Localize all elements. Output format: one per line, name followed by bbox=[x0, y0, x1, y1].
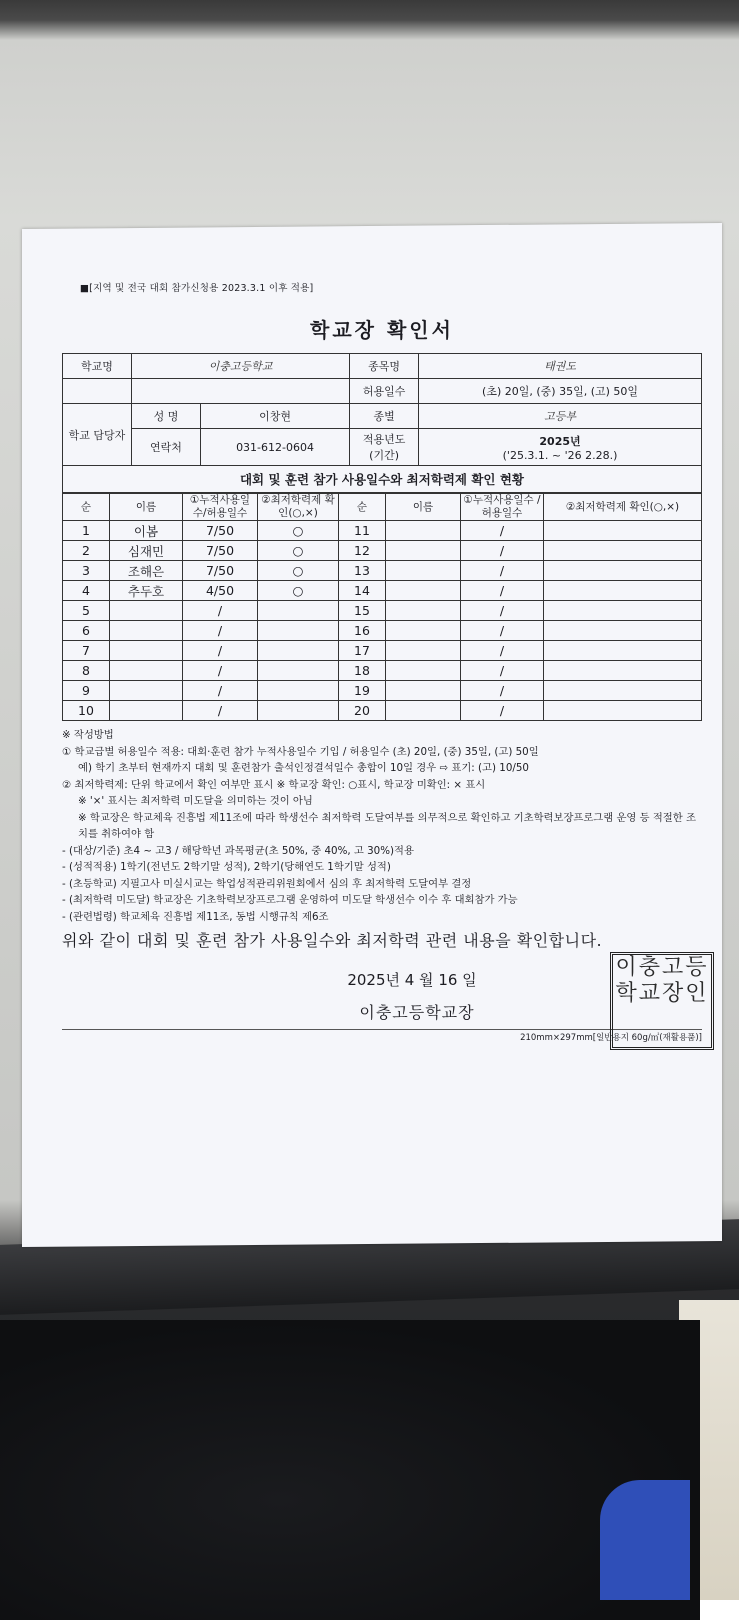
info-table bbox=[62, 353, 702, 466]
table-row bbox=[63, 661, 702, 681]
cell-no: 8 bbox=[63, 661, 110, 681]
signer: 이충고등학교장 bbox=[359, 1003, 475, 1022]
cell-no: 6 bbox=[63, 621, 110, 641]
cell-days2: / bbox=[461, 561, 544, 581]
allowed-value: (초) 20일, (중) 35일, (고) 50일 bbox=[419, 379, 702, 404]
cell-name bbox=[110, 621, 183, 641]
table-row bbox=[63, 641, 702, 661]
year-period: ('25.3.1. ~ '26 2.28.) bbox=[502, 448, 618, 462]
document bbox=[62, 280, 709, 1043]
participant-table bbox=[62, 493, 702, 721]
cell-days2: / bbox=[461, 661, 544, 681]
cell-days2: / bbox=[461, 621, 544, 641]
cell-check bbox=[258, 701, 339, 721]
cell-check: ○ bbox=[258, 541, 339, 561]
cell-name bbox=[110, 681, 183, 701]
cell-check2 bbox=[544, 601, 702, 621]
cell-check2 bbox=[544, 681, 702, 701]
cell-no2: 17 bbox=[339, 641, 386, 661]
table-row bbox=[63, 561, 702, 581]
note-1b: 예) 학기 초부터 현재까지 대회 및 훈련참가 출석인정결석일수 총합이 10일 경우 ⇨ 표기: (고) 10/50 bbox=[78, 762, 529, 774]
section-title: 대회 및 훈련 참가 사용일수와 최저학력제 확인 현황 bbox=[62, 466, 702, 493]
cell-no2: 15 bbox=[339, 601, 386, 621]
cell-check bbox=[258, 621, 339, 641]
table-row bbox=[63, 541, 702, 561]
cell-check: ○ bbox=[258, 521, 339, 541]
cell-name: 추두호 bbox=[110, 581, 183, 601]
cell-no2: 13 bbox=[339, 561, 386, 581]
header-days: ①누적사용일수/허용일수 bbox=[183, 494, 258, 521]
cell-name bbox=[110, 661, 183, 681]
cell-name2 bbox=[386, 541, 461, 561]
cell-name2 bbox=[386, 701, 461, 721]
sport-label: 종목명 bbox=[350, 354, 419, 379]
footer-rule bbox=[62, 1029, 702, 1030]
cell-days2: / bbox=[461, 701, 544, 721]
cell-days2: / bbox=[461, 641, 544, 661]
header-no: 순 bbox=[63, 494, 110, 521]
note-1: ① 학교급별 허용일수 적용: 대회·훈련 참가 누적사용일수 기입 / 허용일수 (초) 20일, (중) 35일, (고) 50일 bbox=[62, 745, 539, 758]
header-name2: 이름 bbox=[386, 494, 461, 521]
cell-days2: / bbox=[461, 601, 544, 621]
cell-no: 7 bbox=[63, 641, 110, 661]
note-2: ② 최저학력제: 단위 학교에서 확인 여부만 표시 ※ 학교장 확인: ○표시, 학교장 미확인: × 표시 bbox=[62, 778, 486, 791]
cell-no2: 14 bbox=[339, 581, 386, 601]
cell-no: 3 bbox=[63, 561, 110, 581]
cell-check bbox=[258, 681, 339, 701]
cell-check2 bbox=[544, 521, 702, 541]
cell-no2: 19 bbox=[339, 681, 386, 701]
cell-name2 bbox=[386, 581, 461, 601]
cell-days: / bbox=[183, 661, 258, 681]
manager-label: 학교 담당자 bbox=[63, 404, 132, 466]
cell-check bbox=[258, 641, 339, 661]
cell-no2: 18 bbox=[339, 661, 386, 681]
header-check: ②최저학력제 확인(○,×) bbox=[258, 494, 339, 521]
type-value: 고등부 bbox=[419, 404, 702, 429]
table-row bbox=[63, 701, 702, 721]
cell-days: 7/50 bbox=[183, 561, 258, 581]
table-row bbox=[63, 521, 702, 541]
cell-no: 9 bbox=[63, 681, 110, 701]
note-7: - (초등학교) 지필고사 미실시교는 학업성적관리위원회에서 심의 후 최저학력 도달여부 결정 bbox=[62, 877, 472, 890]
dark-cloth bbox=[0, 1320, 700, 1620]
cell-days: 4/50 bbox=[183, 581, 258, 601]
table-row bbox=[63, 681, 702, 701]
cell-check bbox=[258, 601, 339, 621]
school-label-cont bbox=[63, 379, 132, 404]
table-row bbox=[63, 601, 702, 621]
school-value: 이충고등학교 bbox=[132, 354, 350, 379]
table-row bbox=[63, 581, 702, 601]
cell-name2 bbox=[386, 661, 461, 681]
year-label: 적용년도 (기간) bbox=[350, 429, 419, 466]
note-6: - (성적적용) 1학기(전년도 2학기말 성적), 2학기(당해연도 1학기말 성적) bbox=[62, 861, 391, 873]
cell-name2 bbox=[386, 641, 461, 661]
cell-name: 조해은 bbox=[110, 561, 183, 581]
cell-check2 bbox=[544, 641, 702, 661]
cell-no: 10 bbox=[63, 701, 110, 721]
sport-value: 태권도 bbox=[419, 354, 702, 379]
cell-no2: 12 bbox=[339, 541, 386, 561]
cell-days2: / bbox=[461, 681, 544, 701]
cell-days2: / bbox=[461, 541, 544, 561]
header-name: 이름 bbox=[110, 494, 183, 521]
school-label: 학교명 bbox=[63, 354, 132, 379]
contact-label: 연락처 bbox=[132, 429, 201, 466]
cell-name bbox=[110, 701, 183, 721]
cell-days2: / bbox=[461, 581, 544, 601]
cell-check: ○ bbox=[258, 581, 339, 601]
cell-name2 bbox=[386, 521, 461, 541]
cell-check2 bbox=[544, 561, 702, 581]
cell-check2 bbox=[544, 581, 702, 601]
cell-days: / bbox=[183, 601, 258, 621]
cell-days: / bbox=[183, 701, 258, 721]
header-check2: ②최저학력제 확인(○,×) bbox=[544, 494, 702, 521]
cell-no: 2 bbox=[63, 541, 110, 561]
note-3: ※ '×' 표시는 최저학력 미도달을 의미하는 것이 아님 bbox=[78, 795, 313, 807]
table-row bbox=[63, 621, 702, 641]
cell-days2: / bbox=[461, 521, 544, 541]
cell-name: 이봄 bbox=[110, 521, 183, 541]
header-note: ■[지역 및 전국 대회 참가신청용 2023.3.1 이후 적용] bbox=[80, 283, 314, 294]
cell-name: 심재민 bbox=[110, 541, 183, 561]
footer-note: 210mm×297mm[일반용지 60g/㎡(재활용품)] bbox=[520, 1033, 702, 1043]
cell-check2 bbox=[544, 661, 702, 681]
notes-heading: ※ 작성방법 bbox=[62, 729, 114, 741]
cell-no: 5 bbox=[63, 601, 110, 621]
cell-no2: 16 bbox=[339, 621, 386, 641]
note-4: ※ 학교장은 학교체육 진흥법 제11조에 따라 학생선수 최저학력 도달여부를 의무적으로 확인하고 기초학력보장프로그램 운영 등 적절한 조치를 취하여야 함 bbox=[78, 811, 696, 840]
cell-no2: 20 bbox=[339, 701, 386, 721]
cell-name2 bbox=[386, 601, 461, 621]
name-label: 성 명 bbox=[132, 404, 201, 429]
cell-days: 7/50 bbox=[183, 521, 258, 541]
type-label: 종별 bbox=[350, 404, 419, 429]
confirm-text: 위와 같이 대회 및 훈련 참가 사용일수와 최저학력 관련 내용을 확인합니다. bbox=[62, 931, 603, 950]
cell-days: / bbox=[183, 641, 258, 661]
note-9: - (관련법령) 학교체육 진흥법 제11조, 동법 시행규칙 제6조 bbox=[62, 910, 329, 923]
allowed-label: 허용일수 bbox=[350, 379, 419, 404]
name-value: 이창현 bbox=[201, 404, 350, 429]
contact-value: 031-612-0604 bbox=[201, 429, 350, 466]
cell-name2 bbox=[386, 681, 461, 701]
cell-check: ○ bbox=[258, 561, 339, 581]
cell-days: / bbox=[183, 681, 258, 701]
year-value: 2025년 bbox=[539, 434, 581, 448]
note-8: - (최저학력 미도달) 학교장은 기초학력보장프로그램 운영하여 미도달 학생선수 이수 후 대회참가 가능 bbox=[62, 894, 518, 906]
cell-no: 1 bbox=[63, 521, 110, 541]
blue-object bbox=[600, 1480, 690, 1600]
cell-no2: 11 bbox=[339, 521, 386, 541]
cell-check2 bbox=[544, 541, 702, 561]
year-cell bbox=[419, 429, 702, 466]
cell-name2 bbox=[386, 621, 461, 641]
cell-name bbox=[110, 641, 183, 661]
note-5: - (대상/기준) 초4 ~ 고3 / 해당학년 과목평균(초 50%, 중 40%, 고 30%)적용 bbox=[62, 844, 414, 857]
cell-days: / bbox=[183, 621, 258, 641]
cell-check bbox=[258, 661, 339, 681]
header-days2: ①누적사용일수 /허용일수 bbox=[461, 494, 544, 521]
issue-date: 2025년 4 월 16 일 bbox=[347, 971, 477, 989]
notes bbox=[62, 727, 702, 925]
school-value-cont bbox=[132, 379, 350, 404]
header-no2: 순 bbox=[339, 494, 386, 521]
cell-name bbox=[110, 601, 183, 621]
official-seal-icon: 이충고등 학교장인 bbox=[610, 952, 714, 1050]
cell-name2 bbox=[386, 561, 461, 581]
cell-no: 4 bbox=[63, 581, 110, 601]
cell-days: 7/50 bbox=[183, 541, 258, 561]
document-title: 학교장 확인서 bbox=[310, 318, 454, 342]
cell-check2 bbox=[544, 621, 702, 641]
cell-check2 bbox=[544, 701, 702, 721]
table-header-row bbox=[63, 494, 702, 521]
